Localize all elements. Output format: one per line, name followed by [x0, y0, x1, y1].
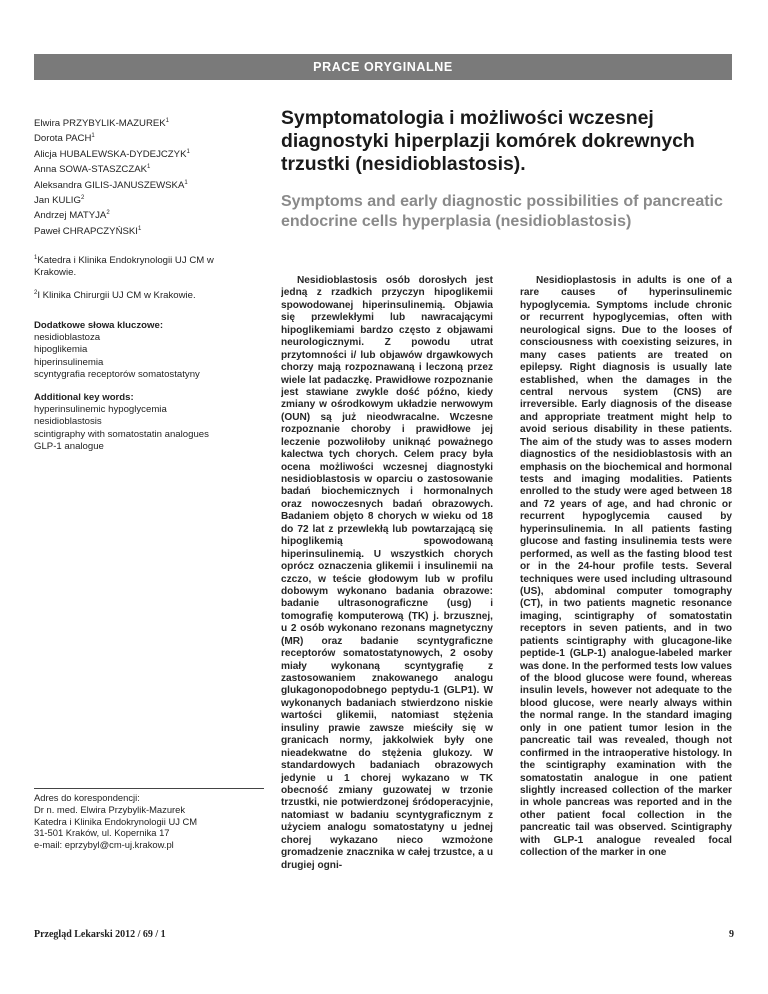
keywords-pl-heading: Dodatkowe słowa kluczowe: [34, 320, 164, 331]
keyword: scintigraphy with somatostatin analogues [34, 428, 209, 440]
author: Elwira PRZYBYLIK-MAZUREK$^1$ [34, 118, 170, 130]
keyword: scyntygrafia receptorów somatostatyny [34, 368, 200, 380]
abstract-en-text: Nesidioplastosis in adults is one of a rare causes of hyperinsulinemic hypoglycemia. Symptoms include chronic or recurrent hypoglycemias, often with neurological signs. Due to the looses of consciousness with coexisting seizures, in many cases patients are treated on epilepsy. Right diagnosis is usually late established, when the damages in the central nervous system (CNS) are irreversible. Early diagnosis of the disease and appropriate treatment might help to avoid serious disability in these patients. The aim of the study was to asses modern diagnostics of the nesidioblastosis with an emphasis on the biochemical and hormonal tests and imaging modalities. Patients enrolled to the study were aged between 18 and 72 years of age, and had chronic or recurrent hypoglycemia caused by hyperinsulinemia. In all patients fasting glucose and fasting insulinemia tests were performed, as well as the fasting blood test or in the 24-hour profile tests. Several techniques were used including ultrasound (US), abdominal computer tomography (CT), in two patients magnetic resonance imaging, scintigraphy of somatostatin receptors in seven patients, and in two patients scintigraphy with glucagone-like peptide-1 (GLP-1) analogue-labeled marker was done. In the performed tests low values of the blood glucose were found, whereas insulin levels, however not adequate to the blood glucose, were nearly always within the normal range. In the standard imaging only in one patient tumor lesion in the pancreatic tail was revealed, though not confirmed in the intraoperative histology. In the scintigraphy examination with the somatostatin analogue in one patient slightly increased collection of the marker in whole pancreas was reported and in the other patient focal collection in the pancreatic tail was observed. Scintigraphy with GLP-1 analogue revealed focal collection of the marker in one [520, 275, 732, 859]
section-label: PRACE ORYGINALNE [313, 60, 453, 74]
author: Dorota PACH$^1$ [34, 133, 95, 145]
correspondence-email: e-mail: eprzybyl@cm-uj.krakow.pl [34, 839, 174, 851]
keywords-en-heading: Additional key words: [34, 392, 134, 403]
author: Jan KULIG$^2$ [34, 194, 85, 207]
affiliation-1: $^1$Katedra i Klinika Endokrynologii UJ CM w Krakowie. [34, 255, 214, 279]
correspondence-line: Dr n. med. Elwira Przybylik-Mazurek [34, 803, 186, 815]
keyword: hipoglikemia [34, 344, 88, 356]
correspondence-line: 31-501 Kraków, ul. Kopernika 17 [34, 827, 170, 839]
author: Andrzej MATYJA$^2$ [34, 210, 110, 222]
section-banner [34, 54, 732, 80]
author-list [34, 115, 254, 238]
author: Aleksandra GILIS-JANUSZEWSKA$^1$ [34, 179, 188, 191]
keywords-pl [34, 320, 264, 381]
abstract-pl-text: Nesidioblastosis osób dorosłych jest jedną z rzadkich przyczyn hipoglikemii spowodowanej hiperinsulinemią. Objawia się przewlekłymi lub nawracającymi hipoglikemiami bardzo często z objawami neurologicznymi. Z powodu utrat przytomności i/ lub objawów drgawkowych chorzy mają rozpoznawaną i leczoną przez wiele lat padaczkę. Prawidłowe rozpoznanie jest stawiane zwykle dość późno, kiedy zmiany w ośrodkowym układzie nerwowym (OUN) są już nieodwracalne. Wczesne rozpoznanie choroby i prawidłowe jej leczenie pozwoliłoby uniknąć poważnego kalectwa tych chorych. Celem pracy była ocena możliwości wczesnej diagnostyki nesidioblastosis w oparciu o zastosowanie badań biochemicznych i hormonalnych oraz nowoczesnych badań obrazowych. Badaniem objęto 8 chorych w wieku od 18 do 72 lat z przewlekłą lub powtarzającą się hipoglikemią spowodowaną hiperinsulinemią. U wszystkich chorych oprócz oznaczenia glikemii i insulinemii na czczo, w teście głodowym lub w profilu dobowym wykonano badania obrazowe: badanie ultrasonograficzne (usg) i tomografię komputerową (TK) j. brzusznej, u 2 osób wykonano rezonans magnetyczny (MR) oraz badanie scyntygraficzne receptorów somatostatynowych, 2 osoby miały wykonaną scyntygrafię z zastosowaniem znakowanego analogu glukagonopodobnego peptydu-1 (GLP1). W wykonanych badaniach stwierdzono niskie wartości glikemii, natomiast stężenia insuliny prawie zawsze mieściły się w granicach normy, jakkolwiek były one nieadekwatne do stężenia glukozy. W standardowych badaniach obrazowych jedynie u 1 chorej wykazano w TK obecność zmiany guzowatej w trzonie trzustki, nie potwierdzonej śródoperacyjnie, natomiast w badaniu scyntygraficznym z użyciem analogu somatostatyny u jednej chorej wykazano nieco wzmożone gromadzenie znacznika w całej trzustce, a u drugiej ogni- [281, 275, 493, 871]
page-number: 9 [729, 929, 734, 940]
keyword: hiperinsulinemia [34, 356, 104, 368]
affiliation-2: $^2$I Klinika Chirurgii UJ CM w Krakowie. [34, 290, 196, 302]
author: Paweł CHRAPCZYŃSKI$^1$ [34, 225, 142, 237]
author: Alicja HUBALEWSKA-DYDEJCZYK$^1$ [34, 148, 190, 160]
keyword: nesidioblastosis [34, 416, 102, 428]
article-title-pl: Symptomatologia i możliwości wczesnej diagnostyki hiperplazji komórek dokrewnych trzustki (nesidioblastosis). [281, 107, 695, 175]
article-title-en: Symptoms and early diagnostic possibilities of pancreatic endocrine cells hyperplasia (nesidioblastosis) [281, 193, 723, 230]
correspondence-heading: Adres do korespondencji: [34, 792, 140, 803]
abstract-en-column [520, 275, 732, 917]
keyword: GLP-1 analogue [34, 440, 104, 452]
abstract-pl-column [281, 275, 493, 917]
keywords-en [34, 392, 264, 453]
keyword: nesidioblastoza [34, 332, 101, 344]
correspondence-address [34, 788, 264, 851]
keyword: hyperinsulinemic hypoglycemia [34, 404, 167, 416]
correspondence-line: Katedra i Klinika Endokrynologii UJ CM [34, 815, 198, 827]
author: Anna SOWA-STASZCZAK$^1$ [34, 164, 151, 176]
journal-footer: Przegląd Lekarski 2012 / 69 / 1 [34, 929, 166, 940]
